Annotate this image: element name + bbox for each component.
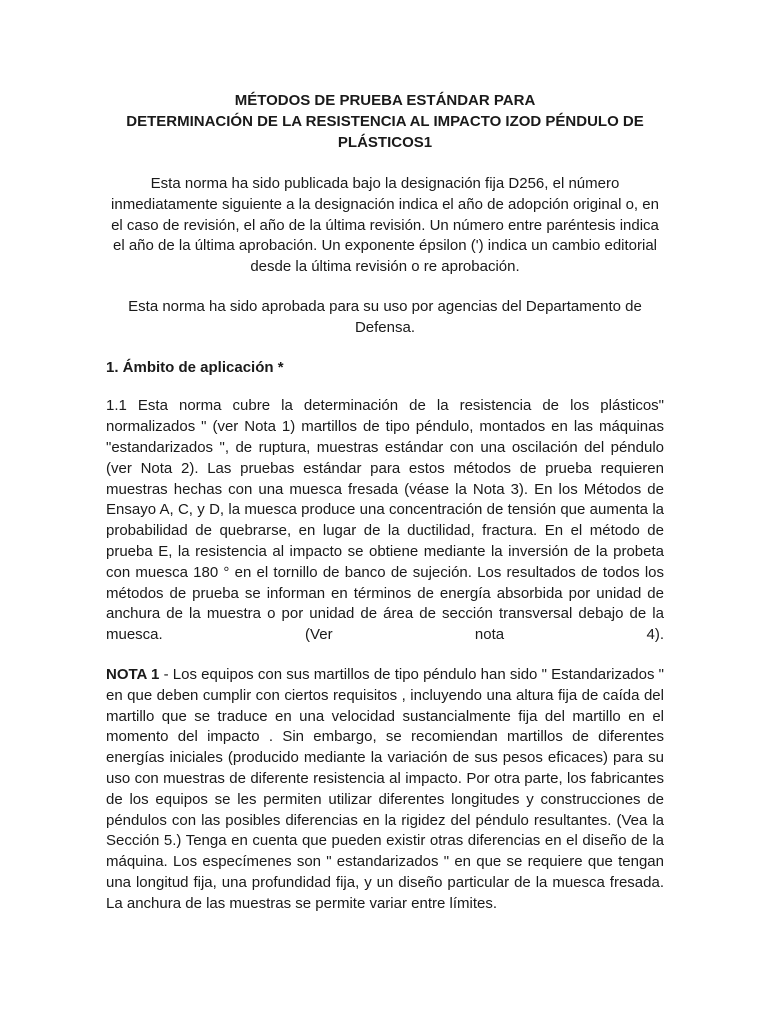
nota-1-label: NOTA 1 [106,665,160,683]
nota-1-text: - Los equipos con sus martillos de tipo péndulo han sido " Estandarizados " en que deben cumplir con ciertos requisitos , incluyendo una altura fija de caída del martillo que se traduce en una velocidad sustancialmente fija del martillo en el momento del impacto . Sin embargo, se recomiendan martillos de diferentes energías iniciales (producido mediante la variación de sus pesos eficaces) para su uso con muestras de diferente resistencia al impacto. Por otra parte, los fabricantes de los equipos se les permiten utilizar diferentes longitudes y construcciones de péndulos con las posibles diferencias en la rigidez del péndulo resultantes. (Vea la Sección 5.) Tenga en cuenta que pueden existir otras diferencias en el diseño de la máquina. Los especímenes son " estandarizados " en que se requiere que tengan una longitud fija, una profundidad fija, y un diseño particular de la muesca fresada. La anchura de las muestras se permite variar entre límites. [106,665,665,912]
nota-1-paragraph [106,665,664,915]
approval-paragraph: Esta norma ha sido aprobada para su uso por agencias del Departamento de Defensa. [128,297,642,336]
title-line-2: DETERMINACIÓN DE LA RESISTENCIA AL IMPACTO IZOD PÉNDULO DE [126,113,644,130]
title-line-3: PLÁSTICOS1 [337,134,433,151]
section-1-heading: 1. Ámbito de aplicación * [106,358,284,376]
section-1-1-paragraph: 1.1 Esta norma cubre la determinación de la resistencia de los plásticos" normalizados " (ver Nota 1) martillos de tipo péndulo, montados en las máquinas "estandarizados ", de ruptura, muestras estándar con una oscilación del péndulo (ver Nota 2). Las pruebas estándar para estos métodos de prueba requieren muestras hechas con una muesca fresada (véase la Nota 3). En los Métodos de Ensayo A, C, y D, la muesca produce una concentración de tensión que aumenta la probabilidad de quebrarse, en lugar de la ductilidad, fractura. En el método de prueba E, la resistencia al impacto se obtiene mediante la inversión de la probeta con muesca 180 ° en el tornillo de banco de sujeción. Los resultados de todos los métodos de prueba se informan en términos de energía absorbida por unidad de anchura de la muestra o por unidad de área de sección transversal debajo de la muesca. (Ver nota 4). [106,397,664,644]
intro-paragraph: Esta norma ha sido publicada bajo la designación fija D256, el número inmediatamente siguiente a la designación indica el año de adopción original o, en el caso de revisión, el año de la última revisión. Un número entre paréntesis indica el año de la última aprobación. Un exponente épsilon (') indica un cambio editorial desde la última revisión o re aprobación. [111,175,659,276]
title-line-1: MÉTODOS DE PRUEBA ESTÁNDAR PARA [234,92,536,109]
document-title [106,90,664,153]
